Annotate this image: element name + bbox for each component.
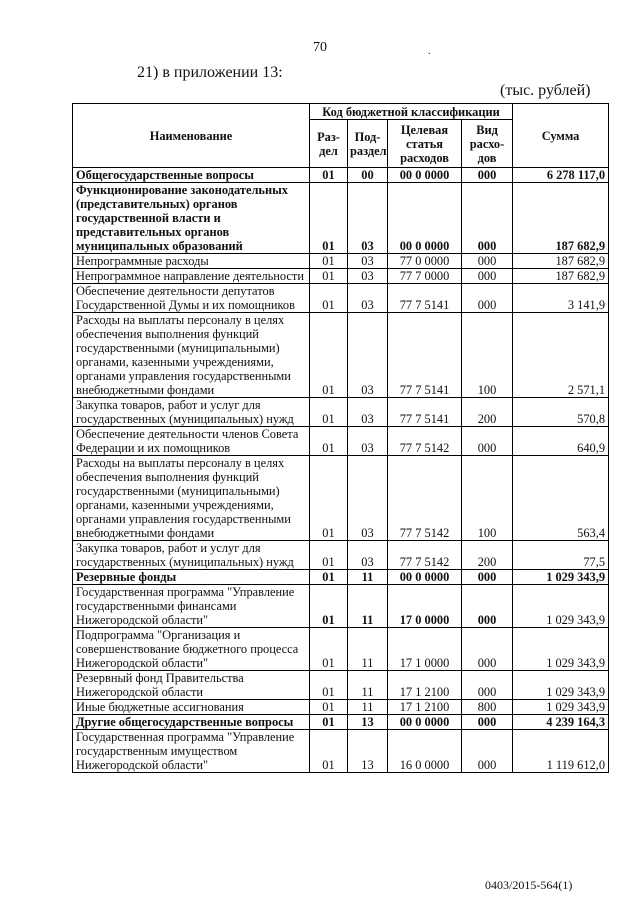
cell-amount: 187 682,9 — [513, 183, 609, 254]
cell-amount: 640,9 — [513, 427, 609, 456]
cell-amount: 4 239 164,3 — [513, 715, 609, 730]
header-section: Раз- дел — [310, 120, 348, 168]
cell-name: Расходы на выплаты персоналу в целях обеспечения выполнения функций государственными (муниципальными) органами, казенными учреждениями, органами управления государственными внебюджетными фондами — [73, 313, 310, 398]
cell-amount: 1 029 343,9 — [513, 585, 609, 628]
cell-amount: 2 571,1 — [513, 313, 609, 398]
header-subsection: Под- раздел — [348, 120, 388, 168]
cell-target: 77 7 5142 — [388, 427, 462, 456]
cell-section: 01 — [310, 313, 348, 398]
cell-subsection: 03 — [348, 541, 388, 570]
cell-subsection: 03 — [348, 313, 388, 398]
cell-section: 01 — [310, 715, 348, 730]
cell-subsection: 03 — [348, 269, 388, 284]
cell-type: 000 — [462, 427, 513, 456]
table-row — [73, 168, 609, 183]
cell-type: 000 — [462, 585, 513, 628]
table-row — [73, 427, 609, 456]
cell-amount: 3 141,9 — [513, 284, 609, 313]
cell-name: Резервные фонды — [73, 570, 310, 585]
cell-name: Закупка товаров, работ и услуг для государственных (муниципальных) нужд — [73, 541, 310, 570]
table-row — [73, 284, 609, 313]
cell-section: 01 — [310, 427, 348, 456]
cell-subsection: 11 — [348, 570, 388, 585]
cell-type: 000 — [462, 254, 513, 269]
cell-amount: 77,5 — [513, 541, 609, 570]
table-row — [73, 269, 609, 284]
cell-name: Государственная программа "Управление государственным имуществом Нижегородской области" — [73, 730, 310, 773]
cell-name: Обеспечение деятельности депутатов Государственной Думы и их помощников — [73, 284, 310, 313]
header-name: Наименование — [73, 104, 310, 168]
cell-name: Непрограммное направление деятельности — [73, 269, 310, 284]
table-row — [73, 715, 609, 730]
cell-subsection: 00 — [348, 168, 388, 183]
cell-amount: 563,4 — [513, 456, 609, 541]
cell-section: 01 — [310, 183, 348, 254]
table-row — [73, 313, 609, 398]
table-row — [73, 671, 609, 700]
budget-table — [72, 103, 609, 773]
cell-subsection: 03 — [348, 456, 388, 541]
table-row — [73, 183, 609, 254]
cell-subsection: 11 — [348, 585, 388, 628]
cell-target: 77 7 0000 — [388, 269, 462, 284]
cell-type: 000 — [462, 269, 513, 284]
cell-type: 200 — [462, 541, 513, 570]
cell-name: Другие общегосударственные вопросы — [73, 715, 310, 730]
cell-subsection: 11 — [348, 700, 388, 715]
cell-section: 01 — [310, 585, 348, 628]
cell-type: 200 — [462, 398, 513, 427]
cell-name: Государственная программа "Управление государственными финансами Нижегородской области" — [73, 585, 310, 628]
cell-target: 00 0 0000 — [388, 570, 462, 585]
cell-type: 000 — [462, 570, 513, 585]
cell-name: Непрограммные расходы — [73, 254, 310, 269]
cell-subsection: 03 — [348, 254, 388, 269]
cell-type: 000 — [462, 628, 513, 671]
cell-subsection: 11 — [348, 671, 388, 700]
cell-amount: 1 029 343,9 — [513, 570, 609, 585]
cell-name: Резервный фонд Правительства Нижегородской области — [73, 671, 310, 700]
table-row — [73, 456, 609, 541]
cell-subsection: 03 — [348, 183, 388, 254]
cell-type: 000 — [462, 671, 513, 700]
table-row — [73, 570, 609, 585]
cell-type: 100 — [462, 456, 513, 541]
cell-section: 01 — [310, 628, 348, 671]
cell-section: 01 — [310, 541, 348, 570]
cell-name: Расходы на выплаты персоналу в целях обеспечения выполнения функций государственными (муниципальными) органами, казенными учреждениями, органами управления государственными внебюджетными фондами — [73, 456, 310, 541]
cell-amount: 6 278 117,0 — [513, 168, 609, 183]
table-row — [73, 398, 609, 427]
cell-name: Подпрограмма "Организация и совершенствование бюджетного процесса Нижегородской области" — [73, 628, 310, 671]
cell-target: 77 7 5142 — [388, 456, 462, 541]
cell-target: 17 1 2100 — [388, 700, 462, 715]
cell-section: 01 — [310, 700, 348, 715]
table-row — [73, 541, 609, 570]
cell-subsection: 03 — [348, 398, 388, 427]
cell-section: 01 — [310, 254, 348, 269]
cell-subsection: 11 — [348, 628, 388, 671]
cell-target: 77 7 5141 — [388, 284, 462, 313]
table-row — [73, 254, 609, 269]
cell-name: Закупка товаров, работ и услуг для государственных (муниципальных) нужд — [73, 398, 310, 427]
cell-target: 16 0 0000 — [388, 730, 462, 773]
cell-section: 01 — [310, 269, 348, 284]
table-row — [73, 700, 609, 715]
cell-subsection: 13 — [348, 715, 388, 730]
cell-amount: 1 119 612,0 — [513, 730, 609, 773]
table-row — [73, 730, 609, 773]
header-target: Целевая статья расходов — [388, 120, 462, 168]
cell-target: 77 7 5141 — [388, 398, 462, 427]
cell-amount: 1 029 343,9 — [513, 628, 609, 671]
cell-section: 01 — [310, 671, 348, 700]
cell-amount: 570,8 — [513, 398, 609, 427]
cell-name: Общегосударственные вопросы — [73, 168, 310, 183]
table-row — [73, 585, 609, 628]
cell-type: 000 — [462, 284, 513, 313]
cell-amount: 1 029 343,9 — [513, 671, 609, 700]
cell-target: 77 7 5141 — [388, 313, 462, 398]
cell-target: 77 7 5142 — [388, 541, 462, 570]
header-amount: Сумма — [513, 104, 609, 168]
cell-section: 01 — [310, 456, 348, 541]
header-code-group: Код бюджетной классификации — [310, 104, 513, 120]
cell-subsection: 03 — [348, 427, 388, 456]
intro-text: 21) в приложении 13: — [137, 64, 283, 81]
cell-name: Обеспечение деятельности членов Совета Федерации и их помощников — [73, 427, 310, 456]
cell-target: 17 1 2100 — [388, 671, 462, 700]
cell-target: 77 0 0000 — [388, 254, 462, 269]
cell-type: 800 — [462, 700, 513, 715]
cell-name: Функционирование законодательных (представительных) органов государственной власти и представительных органов муниципальных образований — [73, 183, 310, 254]
cell-amount: 187 682,9 — [513, 269, 609, 284]
cell-amount: 187 682,9 — [513, 254, 609, 269]
cell-target: 17 1 0000 — [388, 628, 462, 671]
cell-name: Иные бюджетные ассигнования — [73, 700, 310, 715]
units-label: (тыс. рублей) — [500, 82, 591, 99]
document-code: 0403/2015-564(1) — [485, 878, 573, 892]
cell-amount: 1 029 343,9 — [513, 700, 609, 715]
scan-dot: . — [428, 46, 431, 57]
cell-target: 00 0 0000 — [388, 168, 462, 183]
cell-target: 00 0 0000 — [388, 715, 462, 730]
cell-target: 17 0 0000 — [388, 585, 462, 628]
cell-section: 01 — [310, 284, 348, 313]
cell-section: 01 — [310, 730, 348, 773]
cell-section: 01 — [310, 398, 348, 427]
cell-type: 000 — [462, 183, 513, 254]
cell-type: 000 — [462, 730, 513, 773]
page-number: 70 — [313, 40, 327, 55]
cell-section: 01 — [310, 570, 348, 585]
table-row — [73, 628, 609, 671]
cell-subsection: 13 — [348, 730, 388, 773]
cell-subsection: 03 — [348, 284, 388, 313]
cell-type: 100 — [462, 313, 513, 398]
cell-target: 00 0 0000 — [388, 183, 462, 254]
cell-type: 000 — [462, 168, 513, 183]
cell-type: 000 — [462, 715, 513, 730]
header-expense-type: Вид расхо- дов — [462, 120, 513, 168]
cell-section: 01 — [310, 168, 348, 183]
